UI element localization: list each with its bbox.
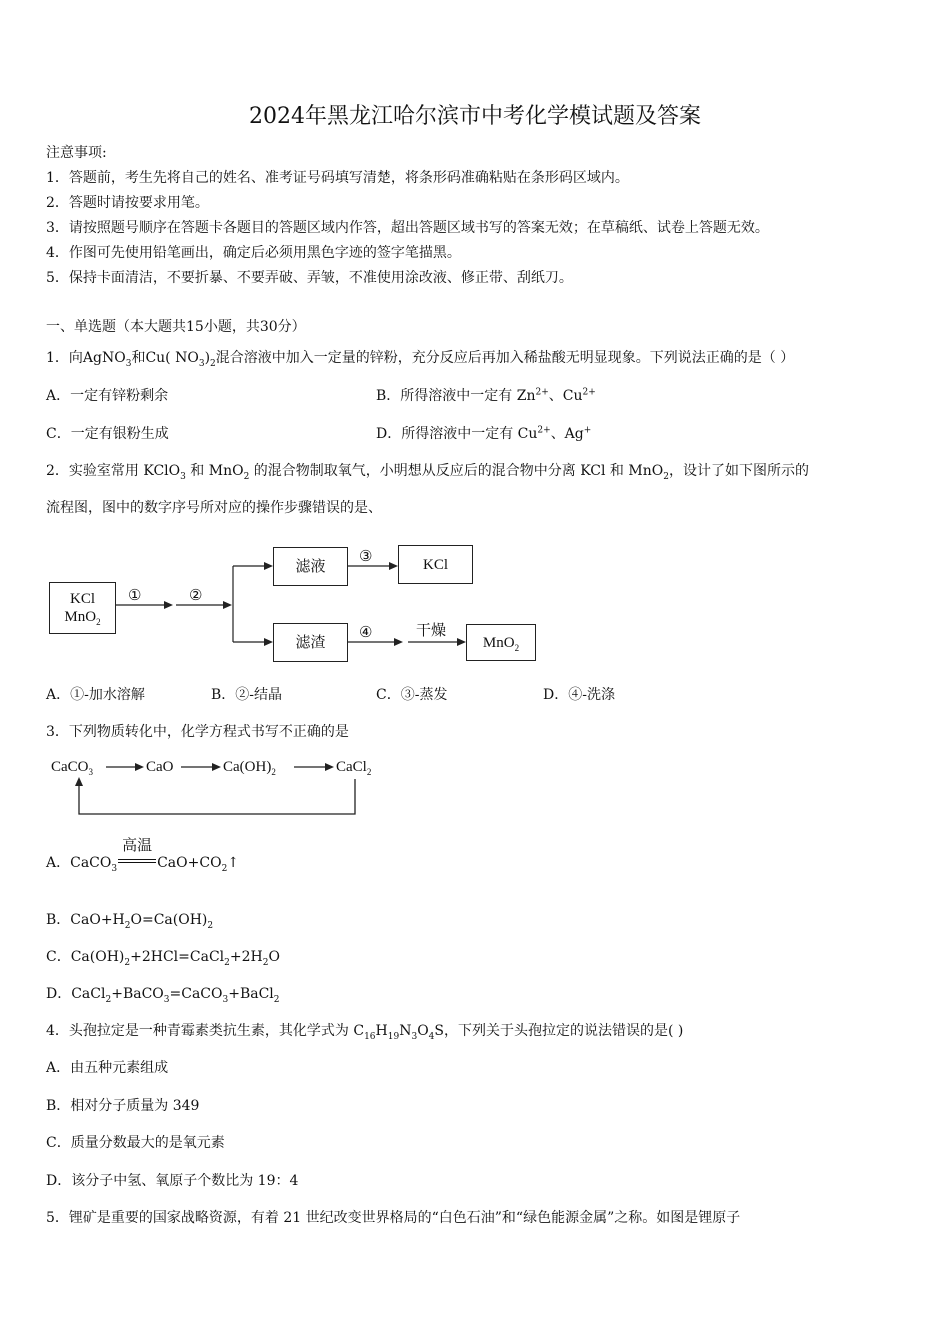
notice-item-1: 1．答题前，考生先将自己的姓名、准考证号码填写清楚，将条形码准确粘贴在条形码区域内。 xyxy=(46,170,629,186)
notice-heading: 注意事项: xyxy=(46,145,107,161)
high-temp-equals: 高温 xyxy=(118,859,156,867)
species-cacl2: CaCl$_2$ xyxy=(336,759,372,777)
q1-option-a: A．一定有锌粉剩余 xyxy=(46,388,169,404)
q2-option-a: A．①-加水溶解 xyxy=(46,687,145,703)
step-3-label: ③ xyxy=(359,549,373,565)
step-2-label: ② xyxy=(189,588,203,604)
q3-stem: 3．下列物质转化中，化学方程式书写不正确的是 xyxy=(46,724,349,740)
q4-option-b: B．相对分子质量为 349 xyxy=(46,1098,200,1114)
species-caoh2: $Ca(OH)_2$ xyxy=(223,759,276,777)
q3-option-c: C．$Ca(OH)_2+2HCl=CaCl_2+2H_2O$ xyxy=(46,949,280,968)
q1-stem: 1．向AgNO$_3$和Cu( $NO_3)_2$混合溶液中加入一定量的锌粉，充分反应后再加入稀盐酸无明显现象。下列说法正确的是（ ） xyxy=(46,350,795,369)
kcl-product-box: KCl xyxy=(398,545,473,584)
step-4-label: ④ xyxy=(359,625,373,641)
q3-option-d: D．CaCl$_2$+BaCO$_3$=CaCO$_3$+BaCl$_2$ xyxy=(46,986,280,1005)
q2-option-b: B．②-结晶 xyxy=(211,687,283,703)
section-heading: 一、单选题（本大题共15小题，共30分） xyxy=(46,319,306,335)
notice-item-3: 3．请按照题号顺序在答题卡各题目的答题区域内作答，超出答题区域书写的答案无效；在草稿纸、试卷上答题无效。 xyxy=(46,220,769,236)
q2-stem-line2: 流程图，图中的数字序号所对应的操作步骤错误的是、 xyxy=(46,500,382,516)
q1-option-d: D．所得溶液中一定有 $Cu^{2+}$、Ag+ xyxy=(376,425,592,442)
filtrate-box: 滤液 xyxy=(273,547,348,586)
q4-option-c: C．质量分数最大的是氧元素 xyxy=(46,1135,225,1151)
q4-stem: 4．头孢拉定是一种青霉素类抗生素，其化学式为 $C_{16}H_{19}N_3O_4S$，下列关于头孢拉定的说法错误的是( ) xyxy=(46,1023,684,1042)
q3-option-a: A．CaCO$_3$ 高温 $CaO+CO_2↑$ xyxy=(46,836,240,874)
notice-item-4: 4．作图可先使用铅笔画出，确定后必须用黑色字迹的签字笔描黑。 xyxy=(46,245,461,261)
species-cao: CaO xyxy=(146,759,174,775)
residue-box: 滤渣 xyxy=(273,623,348,662)
species-caco3: CaCO$_3$ xyxy=(51,759,93,777)
mno2-product-box: MnO$_2$ xyxy=(466,624,536,661)
step-1-label: ① xyxy=(128,588,142,604)
notice-item-5: 5．保持卡面清洁，不要折暴、不要弄破、弄皱，不准使用涂改液、修正带、刮纸刀。 xyxy=(46,270,573,286)
q2-stem-line1: 2．实验室常用 KClO$_3$ 和 MnO$_2$ 的混合物制取氧气，小明想从反应后的混合物中分离 KCl 和 MnO$_2$，设计了如下图所示的 xyxy=(46,463,809,482)
page-title: 2024年黑龙江哈尔滨市中考化学模试题及答案 xyxy=(249,104,701,129)
q1-option-c: C．一定有银粉生成 xyxy=(46,426,169,442)
mixture-box: KCl MnO$_2$ xyxy=(49,582,116,634)
q2-option-d: D．④-洗涤 xyxy=(543,687,615,703)
dry-label: 干燥 xyxy=(416,623,447,639)
q2-option-c: C．③-蒸发 xyxy=(376,687,448,703)
gas-arrow-icon: ↑ xyxy=(227,855,240,871)
q3-option-b: B．$CaO+H_2O=Ca(OH)_2$ xyxy=(46,912,214,931)
notice-item-2: 2．答题时请按要求用笔。 xyxy=(46,195,209,211)
q4-option-a: A．由五种元素组成 xyxy=(46,1060,169,1076)
q4-option-d: D．该分子中氢、氧原子个数比为 19：4 xyxy=(46,1173,299,1189)
q1-option-b: B．所得溶液中一定有 $Zn^{2+}$、$Cu^{2+}$ xyxy=(376,387,596,404)
q5-stem: 5．锂矿是重要的国家战略资源，有着 21 世纪改变世界格局的“白色石油”和“绿色能源金属”之称。如图是锂原子 xyxy=(46,1210,741,1226)
